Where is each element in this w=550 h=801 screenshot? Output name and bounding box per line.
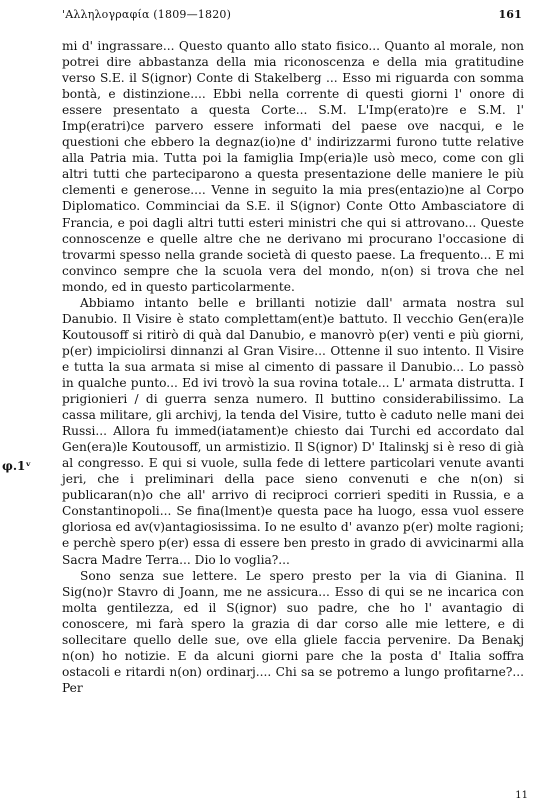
paragraph-3: Sono senza sue lettere. Le spero presto per la via di Gianina. Il Sig(no)r Stavro di Joann, me ne assicura... Esso di qui se ne incarica con molta gentilezza, ed il S(ignor) suo padre, che ho l' avantagio di conoscere, mi farà spero la grazia di dar corso alle mie lettere, e di sollecitare quello delle sue, ove ella gliele faccia pervenire. Da Benakj n(on) ho notizie. E da alcuni giorni pare che la posta d' Italia soffra ostacoli e ritardi n(on) ordinarj.... Chi sa se potremo a lungo profitarne?... Per [62, 568, 524, 695]
paragraph-2: Abbiamo intanto belle e brillanti notizie dall' armata nostra sul Danubio. Il Visire è stato complettam(ent)e battuto. Il vecchio Gen(era)le Koutousoff si ritirò di quà dal Danubio, e manovrò p(er) venti e più giorni, p(er) impiciolirsi dinnanzi al Gran Visire... Ottenne il suo intento. Il Visire e tutta la sua armata si mise al cimento di passare il Danubio... Lo passò in qualche punto... Ed ivi trovò la sua rovina totale... L' armata distrutta. I prigionieri / di guerra senza numero. Il buttino considerabilissimo. La cassa militare, gli archivj, la tenda del Visire, tutto è caduto nelle mani dei Russi... Allora fu immed(iatament)e chiesto dai Turchi ed accordato dal Gen(era)le Koutousoff, un armistizio. Il S(ignor) D' Italinskj si è reso di già al congresso. E qui si vuole, sulla fede di lettere particolari venute avanti jeri, che i preliminari della pace sieno convenuti e che n(on) si publicaran(n)o che all' arrivo di reciproci corrieri spediti in Russia, e a Constantinopoli... Se fina(lment)e questa pace ha luogo, essa vuol essere gloriosa ed av(v)antagiosissima. Io ne esulto d' avanzo p(er) molte ragioni; e perchè spero p(er) essa di essere ben presto in grado di avvicinarmi alla Sacra Madre Terra... Dio lo voglia?... [62, 295, 524, 567]
page-number: 161 [498, 8, 522, 21]
paragraph-1: mi d' ingrassare... Questo quanto allo stato fisico... Quanto al morale, non potrei dire abbastanza della mia riconoscenza e della mia gratitudine verso S.E. il S(ignor) Conte di Stakelberg ... Esso mi riguarda con somma bontà, e distinzione.... Ebbi nella corrente di questi giorni l' onore di essere presentato a questa Corte... S.M. L'Imp(erato)re e S.M. l' Imp(eratri)ce parvero essere informati del paese ove nacqui, e le questioni che ebbero la degnaz(io)ne d' indirizzarmi furono tutte relative alla Patria mia. Tutta poi la famiglia Imp(eria)le usò meco, come con gli altri tutti che parteciparono a questa presentazione delle maniere le più clementi e generose.... Venne in seguito la mia pres(entazio)ne al Corpo Diplomatico. Comminciai da S.E. il S(ignor) Conte Otto Ambasciatore di Francia, e poi dagli altri tutti esteri ministri che qui si attrovano... Queste connoscenze e quelle altre che ne derivano mi procurano l'occasione di trovarmi spesso nella grande società di questo paese. La frequento... E mi convinco sempre che la scuola vera del mondo, n(on) si trova che nel mondo, ed in questo particolarmente. [62, 39, 524, 294]
letter-body [62, 38, 524, 696]
signature-mark: 11 [515, 790, 528, 801]
folio-margin-note: φ.1ᵛ [2, 459, 32, 473]
running-title: 'Αλληλογραφία (1809—1820) [62, 8, 232, 21]
running-header [62, 8, 522, 26]
